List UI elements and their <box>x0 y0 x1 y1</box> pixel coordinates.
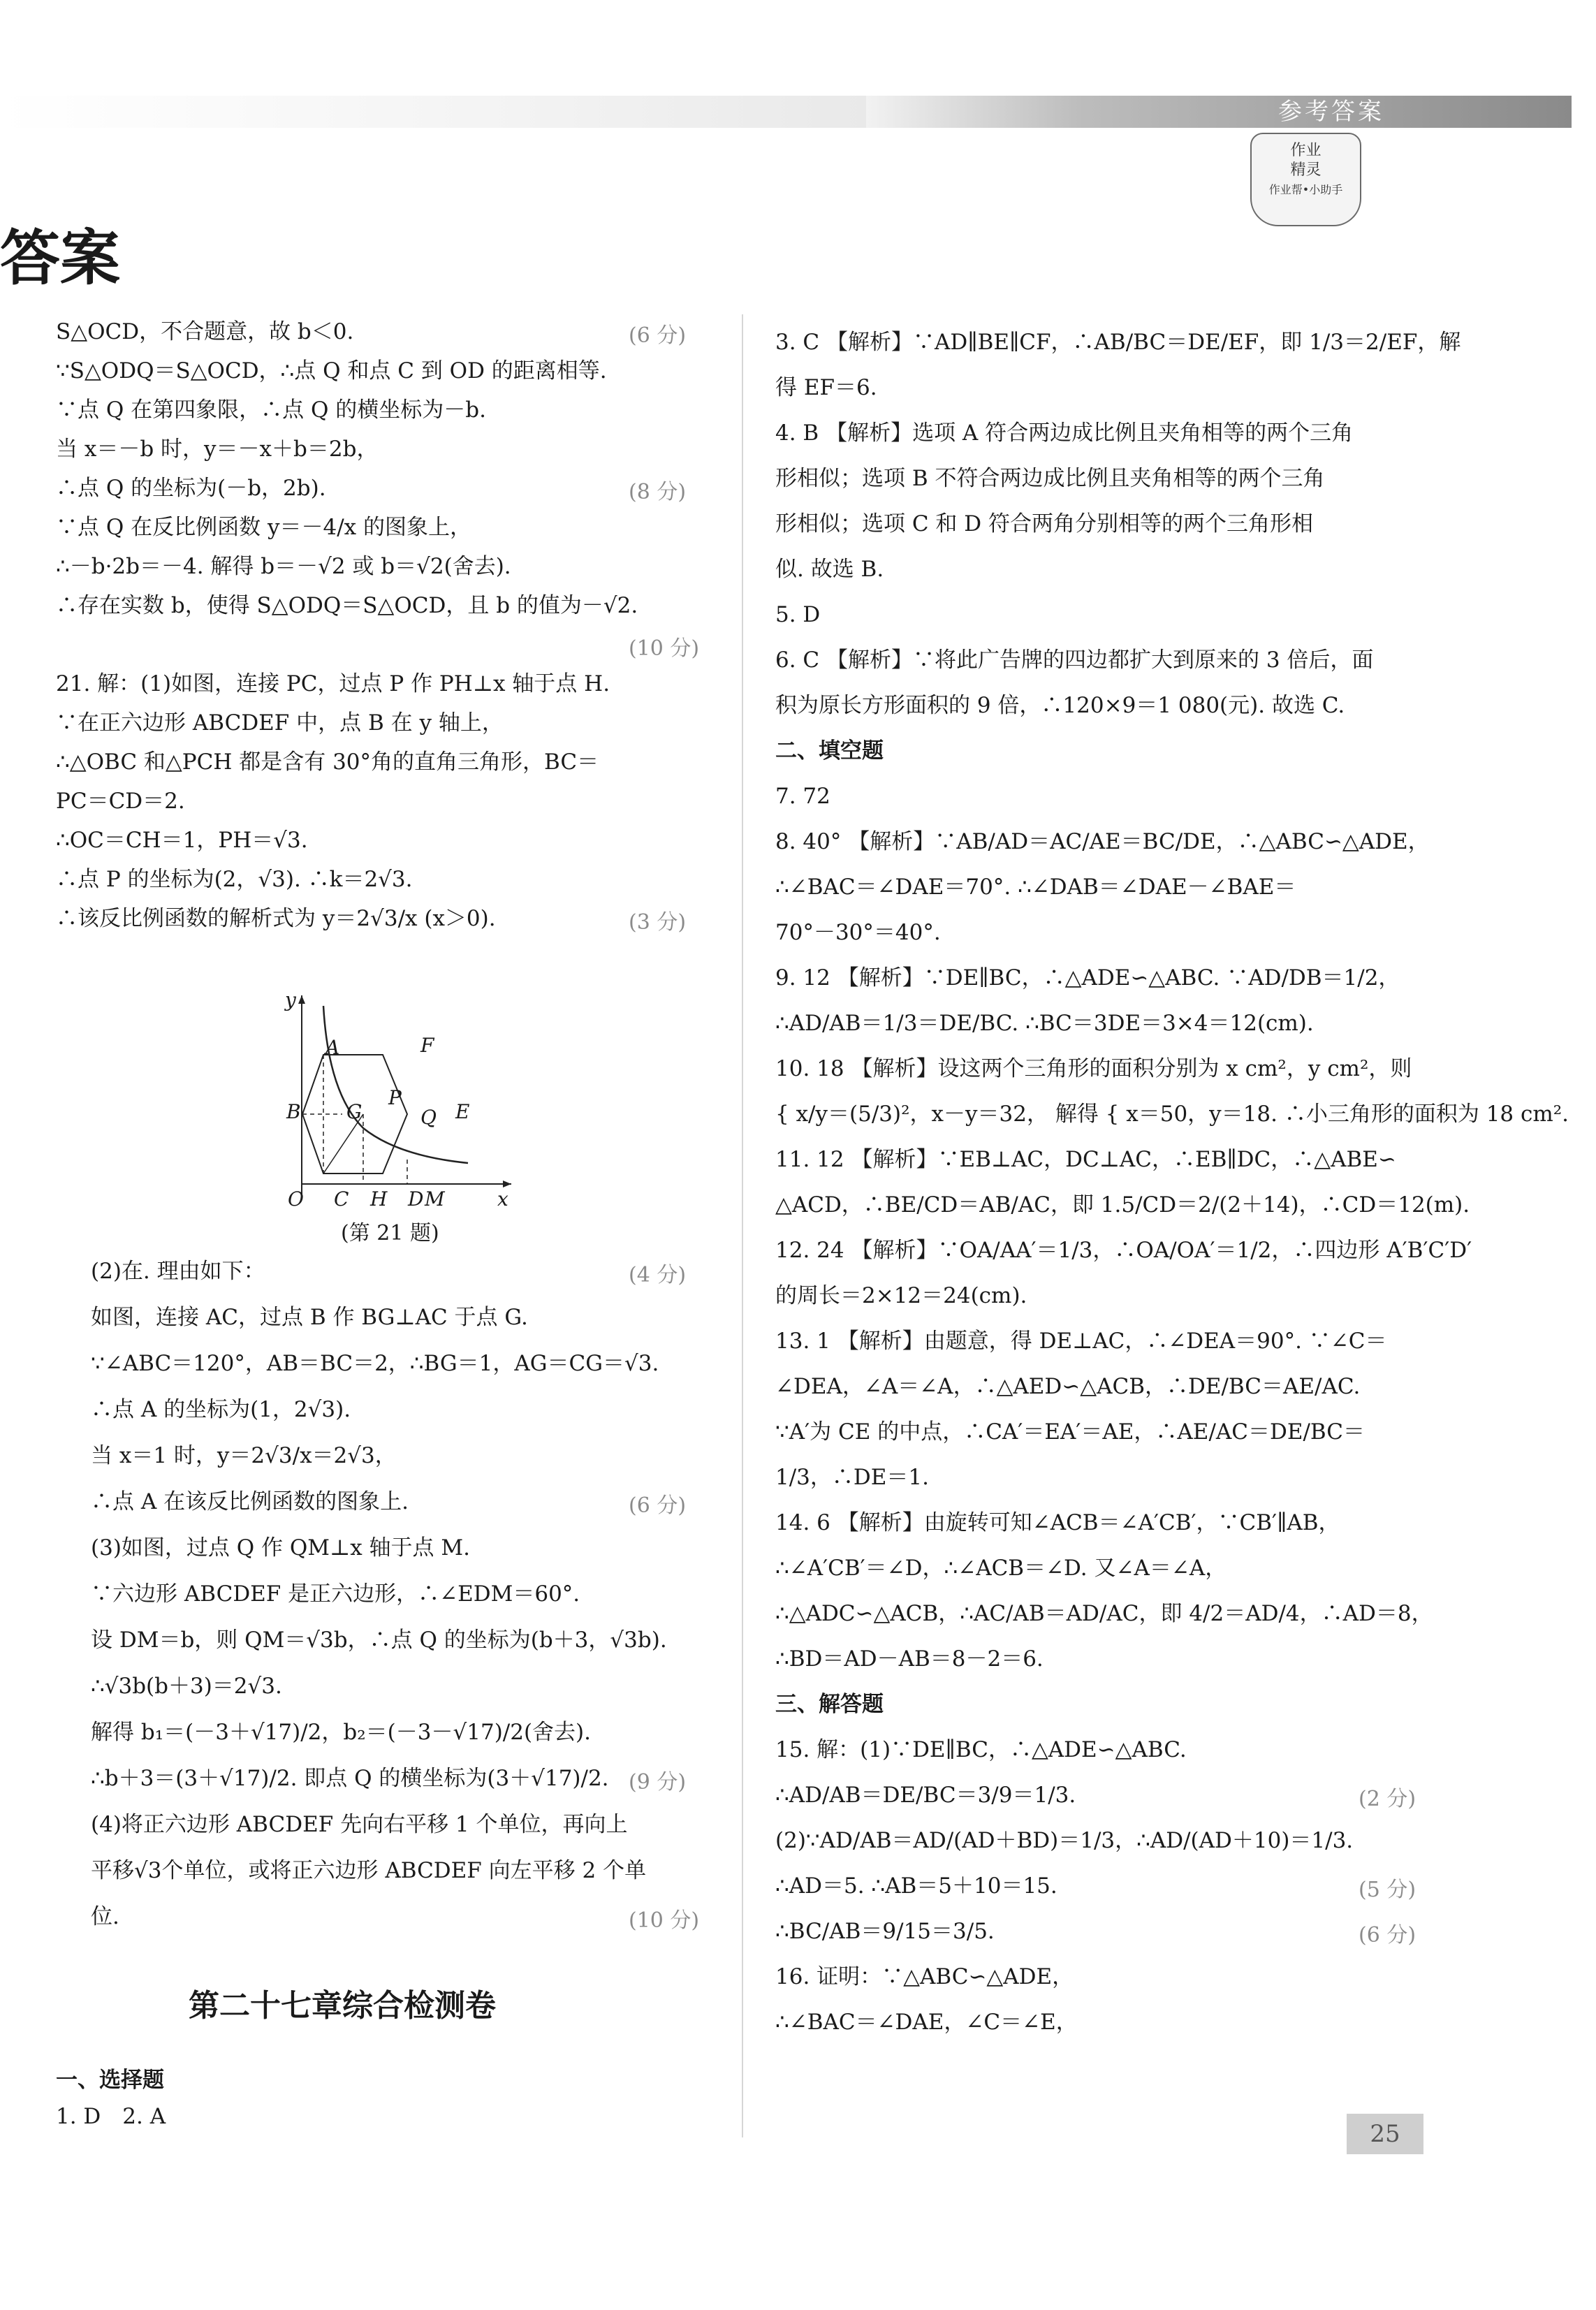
answer-line: ∴OC＝CH＝1，PH＝√3. <box>56 828 308 853</box>
answer-line: 16. 证明：∵△ABC∽△ADE， <box>775 1964 1074 1989</box>
answer-line: ∵在正六边形 ABCDEF 中，点 B 在 y 轴上， <box>56 710 504 736</box>
answer-line: 位. <box>91 1904 119 1929</box>
answer-line: ∵∠ABC＝120°，AB＝BC＝2，∴BG＝1，AG＝CG＝√3. <box>91 1351 659 1376</box>
column-divider <box>742 314 743 2137</box>
score-points: (6 分) <box>629 323 687 348</box>
answer-line: 14. 6 【解析】由旋转可知∠ACB＝∠A′CB′，∵CB′∥AB， <box>775 1510 1340 1535</box>
label-F: F <box>420 1034 434 1057</box>
answer-line: ∴点 A 在该反比例函数的图象上. <box>91 1489 409 1514</box>
label-D: D <box>408 1187 424 1211</box>
score-points: (6 分) <box>629 1493 687 1518</box>
score-points: (10 分) <box>629 636 700 661</box>
score-points: (2 分) <box>1359 1787 1416 1811</box>
stamp-line-3: 作业帮•小助手 <box>1268 183 1343 196</box>
answer-line: 15. 解：(1)∵DE∥BC，∴△ADE∽△ABC. <box>775 1737 1187 1762</box>
answer-line: △ACD，∴BE/CD＝AB/AC，即 1.5/CD＝2/(2＋14)，∴CD＝12(m). <box>775 1192 1470 1218</box>
answer-line: ∴存在实数 b，使得 S△ODQ＝S△OCD，且 b 的值为－√2. <box>56 593 638 618</box>
answer-line: (2)在. 理由如下： <box>91 1259 265 1284</box>
answer-line: ∴BD＝AD－AB＝8－2＝6. <box>775 1646 1044 1672</box>
figure-21 <box>258 988 517 1222</box>
score-points: (5 分) <box>1359 1878 1416 1902</box>
label-P: P <box>388 1086 402 1109</box>
answer-line: ∴△OBC 和△PCH 都是含有 30°角的直角三角形，BC＝ <box>56 750 599 775</box>
score-points: (6 分) <box>1359 1923 1416 1947</box>
answer-line: ∵六边形 ABCDEF 是正六边形，∴∠EDM＝60°. <box>91 1581 580 1607</box>
answer-line: ∴－b·2b＝－4. 解得 b＝－√2 或 b＝√2(舍去). <box>56 554 511 579</box>
answer-line: ∵点 Q 在第四象限，∴点 Q 的横坐标为－b. <box>56 397 486 423</box>
label-B: B <box>286 1100 301 1123</box>
score-points: (10 分) <box>629 1908 700 1933</box>
label-A: A <box>325 1036 340 1059</box>
section-heading-choice: 一、选择题 <box>56 2068 164 2093</box>
answer-line: 形相似；选项 C 和 D 符合两角分别相等的两个三角形相 <box>775 511 1313 536</box>
answer-line: 7. 72 <box>775 784 830 809</box>
answer-line: 21. 解：(1)如图，连接 PC，过点 P 作 PH⊥x 轴于点 H. <box>56 671 610 696</box>
app-logo-stamp <box>1250 133 1361 226</box>
answer-line: ∴点 Q 的坐标为(－b，2b). <box>56 476 326 501</box>
answer-line: 如图，连接 AC，过点 B 作 BG⊥AC 于点 G. <box>91 1305 528 1330</box>
answer-line: 10. 18 【解析】设这两个三角形的面积分别为 x cm²，y cm²，则 <box>775 1056 1412 1081</box>
section-heading: 二、填空题 <box>775 738 884 763</box>
answers-1-2: 1. D 2. A <box>56 2104 166 2129</box>
section-label: 参考答案 <box>1278 98 1384 126</box>
answer-line: ∴AD＝5. ∴AB＝5＋10＝15. <box>775 1873 1057 1899</box>
answer-line: ∴∠A′CB′＝∠D，∴∠ACB＝∠D. 又∠A＝∠A， <box>775 1556 1227 1581</box>
answer-line: 13. 1 【解析】由题意，得 DE⊥AC，∴∠DEA＝90°. ∵∠C＝ <box>775 1329 1387 1354</box>
label-O: O <box>288 1187 304 1211</box>
chapter-title: 第二十七章综合检测卷 <box>189 1988 496 2024</box>
answer-line: 70°－30°＝40°. <box>775 920 941 945</box>
answer-line: ∴该反比例函数的解析式为 y＝2√3/x (x＞0). <box>56 906 496 931</box>
answer-line: 4. B 【解析】选项 A 符合两边成比例且夹角相等的两个三角 <box>775 421 1354 446</box>
answer-line: 1/3，∴DE＝1. <box>775 1465 929 1490</box>
page-number: 25 <box>1347 2114 1423 2154</box>
answer-line: 解得 b₁＝(－3＋√17)/2，b₂＝(－3－√17)/2(舍去). <box>91 1720 591 1745</box>
answer-line: 平移√3个单位，或将正六边形 ABCDEF 向左平移 2 个单 <box>91 1858 647 1883</box>
label-x: x <box>497 1187 508 1211</box>
label-C: C <box>334 1187 349 1211</box>
label-Q: Q <box>420 1106 437 1129</box>
stamp-line-1: 作业 <box>1290 142 1322 159</box>
label-y: y <box>285 988 296 1011</box>
label-H: H <box>370 1187 388 1211</box>
score-points: (8 分) <box>629 480 687 504</box>
answer-line: ∴点 P 的坐标为(2，√3). ∴k＝2√3. <box>56 867 413 892</box>
answer-line: 9. 12 【解析】∵DE∥BC，∴△ADE∽△ABC. ∵AD/DB＝1/2， <box>775 965 1400 990</box>
page-title: 答案 <box>0 224 120 293</box>
answer-line: ∴BC/AB＝9/15＝3/5. <box>775 1919 995 1944</box>
score-points: (9 分) <box>629 1770 687 1794</box>
score-points: (3 分) <box>629 910 687 935</box>
answer-line: 5. D <box>775 602 821 627</box>
answer-line: 12. 24 【解析】∵OA/AA′＝1/3，∴OA/OA′＝1/2，∴四边形 A′B′C′D′ <box>775 1238 1472 1263</box>
answer-line: (2)∵AD/AB＝AD/(AD＋BD)＝1/3，∴AD/(AD＋10)＝1/3. <box>775 1828 1354 1853</box>
answer-line: 6. C 【解析】∵将此广告牌的四边都扩大到原来的 3 倍后，面 <box>775 648 1374 673</box>
answer-line: ∵A′为 CE 的中点，∴CA′＝EA′＝AE，∴AE/AC＝DE/BC＝ <box>775 1419 1365 1445</box>
score-points: (4 分) <box>629 1263 687 1287</box>
answer-line: 的周长＝2×12＝24(cm). <box>775 1283 1027 1308</box>
figure-caption: (第 21 题) <box>341 1221 439 1245</box>
answer-line: ∴点 A 的坐标为(1，2√3). <box>91 1397 351 1422</box>
answer-line: ∴∠BAC＝∠DAE＝70°. ∴∠DAB＝∠DAE－∠BAE＝ <box>775 875 1296 900</box>
answer-line: ∴AD/AB＝DE/BC＝3/9＝1/3. <box>775 1783 1076 1808</box>
section-heading: 三、解答题 <box>775 1692 884 1717</box>
answer-line: ∴△ADC∽△ACB，∴AC/AB＝AD/AC，即 4/2＝AD/4，∴AD＝8， <box>775 1601 1433 1626</box>
answer-line: 得 EF＝6. <box>775 375 877 400</box>
answer-line: ∴√3b(b＋3)＝2√3. <box>91 1674 282 1699</box>
answer-line: 当 x＝－b 时，y＝－x＋b＝2b， <box>56 437 379 462</box>
answer-line: S△OCD，不合题意，故 b＜0. <box>56 319 354 344</box>
answer-line: 似. 故选 B. <box>775 557 884 582</box>
answer-line: 8. 40° 【解析】∵AB/AD＝AC/AE＝BC/DE，∴△ABC∽△ADE， <box>775 829 1430 854</box>
answer-line: 积为原长方形面积的 9 倍，∴120×9＝1 080(元). 故选 C. <box>775 693 1345 718</box>
answer-line: 设 DM＝b，则 QM＝√3b，∴点 Q 的坐标为(b＋3，√3b). <box>91 1628 667 1653</box>
label-M: M <box>425 1187 445 1211</box>
answer-line: ∴∠BAC＝∠DAE，∠C＝∠E， <box>775 2010 1078 2035</box>
answer-line: ∵点 Q 在反比例函数 y＝－4/x 的图象上， <box>56 515 471 540</box>
answer-line: PC＝CD＝2. <box>56 789 185 814</box>
label-G: G <box>346 1100 363 1123</box>
answer-line: ∴b＋3＝(3＋√17)/2. 即点 Q 的横坐标为(3＋√17)/2. <box>91 1766 609 1791</box>
answer-line: ∵S△ODQ＝S△OCD，∴点 Q 和点 C 到 OD 的距离相等. <box>56 358 607 383</box>
answer-line: 当 x＝1 时，y＝2√3/x＝2√3， <box>91 1443 397 1468</box>
stamp-line-2: 精灵 <box>1290 161 1322 179</box>
header-band-fade <box>0 96 866 128</box>
header-band <box>866 96 1572 128</box>
answer-line: ∴AD/AB＝1/3＝DE/BC. ∴BC＝3DE＝3×4＝12(cm). <box>775 1011 1314 1036</box>
answer-line: 形相似；选项 B 不符合两边成比例且夹角相等的两个三角 <box>775 466 1325 491</box>
answer-line: (3)如图，过点 Q 作 QM⊥x 轴于点 M. <box>91 1535 470 1560</box>
answer-line: ∠DEA，∠A＝∠A，∴△AED∽△ACB，∴DE/BC＝AE/AC. <box>775 1374 1361 1399</box>
answer-line: 11. 12 【解析】∵EB⊥AC，DC⊥AC，∴EB∥DC，∴△ABE∽ <box>775 1147 1396 1172</box>
answer-line: (4)将正六边形 ABCDEF 先向右平移 1 个单位，再向上 <box>91 1812 628 1837</box>
answer-line: { x/y＝(5/3)²，x－y＝32， 解得 { x＝50，y＝18. ∴小三角形的面积为 18 cm². <box>775 1102 1569 1127</box>
label-E: E <box>455 1100 470 1123</box>
answer-line: 3. C 【解析】∵AD∥BE∥CF，∴AB/BC＝DE/EF，即 1/3＝2/EF，解 <box>775 330 1461 355</box>
